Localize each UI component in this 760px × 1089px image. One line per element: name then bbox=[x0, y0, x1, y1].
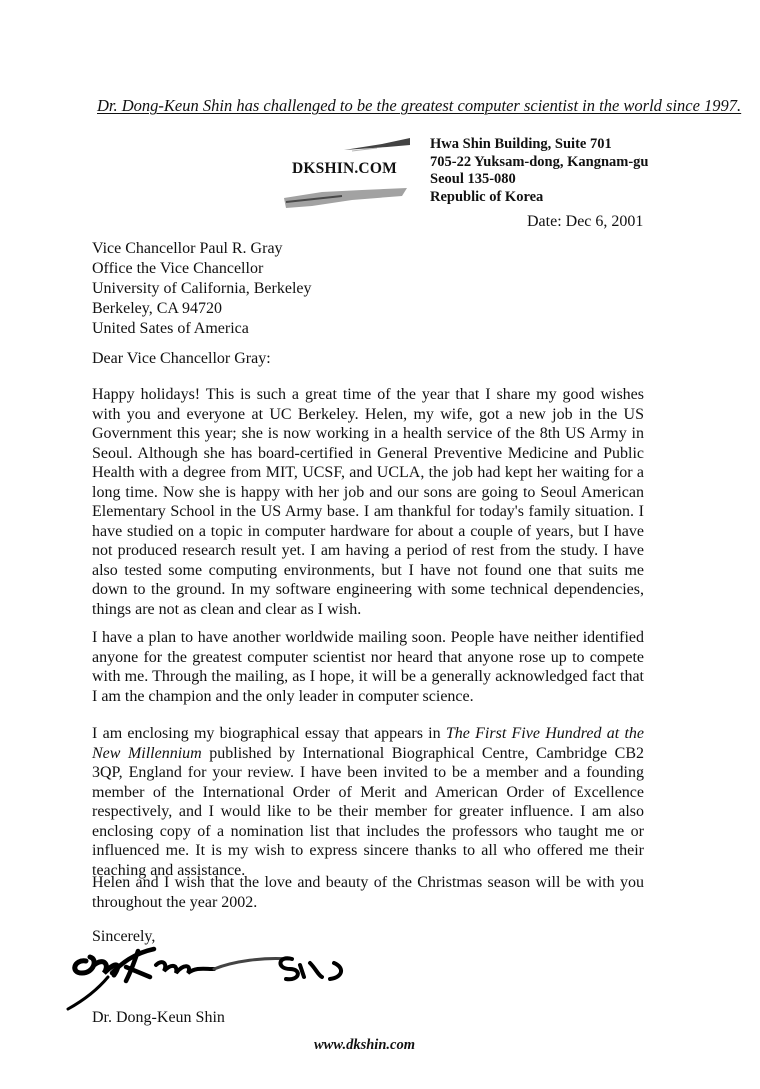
recipient-line: Vice Chancellor Paul R. Gray bbox=[92, 240, 283, 257]
recipient-address bbox=[92, 239, 312, 339]
signer-name: Dr. Dong-Keun Shin bbox=[92, 1009, 225, 1026]
logo-streak-top-icon bbox=[342, 136, 412, 154]
tagline: Dr. Dong-Keun Shin has challenged to be the greatest computer scientist in the world since 1997. bbox=[97, 96, 742, 115]
address-line: Seoul 135-080 bbox=[430, 171, 516, 187]
paragraph-family-update: Happy holidays! This is such a great time of the year that I share my good wishes with you and everyone at UC Berkeley. Helen, my wife, got a new job in the US Government this year; she is now working in a health service of the 8th US Army in Seoul. Although she has board-certified in General Preventive Medicine and Public Health with a degree from MIT, UCSF, and UCLA, the job had kept her waiting for a long time. Now she is happy with her job and our sons are going to Seoul American Elementary School in the US Army base. I am thankful for today's family situation. I have studied on a topic in computer hardware for about a couple of years, but I have not produced research result yet. I am having a period of rest from the study. I have also tested some computing environments, but I have not found one that suits me down to the ground. In my software engineering with some technical dependencies, things are not as clean and clear as I wish. bbox=[92, 386, 644, 618]
book-title: The First Five Hundred at the New Millennium bbox=[92, 725, 644, 762]
address-line: 705-22 Yuksam-dong, Kangnam-gu bbox=[430, 153, 649, 170]
recipient-line: University of California, Berkeley bbox=[92, 280, 312, 297]
logo-streak-bottom-icon bbox=[282, 186, 412, 212]
paragraph-text: I am enclosing my biographical essay that appears in bbox=[92, 725, 446, 742]
website-link[interactable]: www.dkshin.com bbox=[314, 1037, 415, 1053]
paragraph-mailing-plan: I have a plan to have another worldwide mailing soon. People have neither identified anyone for the greatest computer scientist nor heard that anyone rose up to compete with me. Through the mailing, as I hope, it will be a generally acknowledged fact that I am the champion and the only leader in computer science. bbox=[92, 629, 644, 705]
salutation: Dear Vice Chancellor Gray: bbox=[92, 350, 271, 367]
signature-icon bbox=[64, 943, 354, 1013]
sender-address bbox=[430, 136, 649, 206]
paragraph-holiday-wishes: Helen and I wish that the love and beauty of the Christmas season will be with you throughout the year 2002. bbox=[92, 874, 644, 911]
logo-text: DKSHIN.COM bbox=[292, 160, 397, 177]
recipient-line: Berkeley, CA 94720 bbox=[92, 300, 223, 317]
letter-date: Date: Dec 6, 2001 bbox=[527, 213, 644, 230]
closing: Sincerely, bbox=[92, 928, 156, 945]
paragraph-text: published by International Biographical Centre, Cambridge CB2 3QP, England for your review. I have been invited to be a member and a founding member of the International Order of Merit and American Order of Excellence respectively, and I would like to be their member for greater influence. I am also enclosing copy of a nomination list that includes the professors who taught me or influenced me. It is my wish to express sincere thanks to all who offered me their teaching and assistance. bbox=[92, 744, 645, 879]
paragraph-enclosures bbox=[92, 724, 644, 880]
letterhead-logo bbox=[282, 134, 412, 214]
recipient-line: Office the Vice Chancellor bbox=[92, 260, 264, 277]
address-line: Republic of Korea bbox=[430, 188, 544, 205]
address-line: Hwa Shin Building, Suite 701 bbox=[430, 136, 612, 152]
recipient-line: United Sates of America bbox=[92, 320, 249, 337]
